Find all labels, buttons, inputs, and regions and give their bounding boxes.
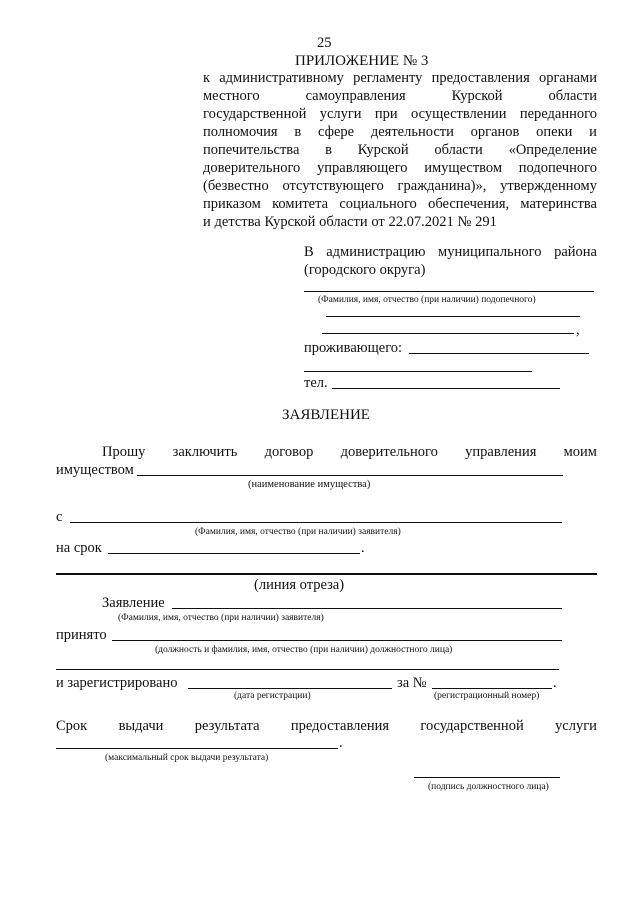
word: 291 bbox=[475, 214, 497, 230]
word: (безвестно bbox=[203, 178, 269, 194]
word: выдачи bbox=[118, 718, 164, 734]
accepted-label: принято bbox=[56, 627, 107, 643]
word: доверительного bbox=[203, 160, 301, 176]
word: Курской bbox=[451, 88, 503, 104]
word: от bbox=[371, 214, 385, 230]
signature-caption: (подпись должностного лица) bbox=[428, 782, 549, 792]
receipt-statement-label: Заявление bbox=[102, 595, 165, 611]
word: осуществлении bbox=[411, 106, 507, 122]
fio-caption: (Фамилия, имя, отчество (при наличии) подопечного) bbox=[318, 295, 536, 305]
word: Курской bbox=[264, 214, 316, 230]
word: 22.07.2021 bbox=[388, 214, 454, 230]
deadline-caption: (максимальный срок выдачи результата) bbox=[105, 753, 269, 763]
word: № bbox=[457, 214, 472, 230]
term-end: . bbox=[361, 540, 365, 556]
word: предоставления bbox=[290, 718, 390, 734]
word: отсутствующего bbox=[282, 178, 384, 194]
word: Срок bbox=[56, 718, 88, 734]
word: детства bbox=[214, 214, 261, 230]
residing-label: проживающего: bbox=[304, 340, 403, 356]
word: утвержденному bbox=[500, 178, 597, 194]
reg-number-line[interactable] bbox=[432, 688, 552, 689]
appendix-line bbox=[203, 177, 597, 195]
appendix-line bbox=[203, 213, 497, 231]
word: опеки bbox=[536, 124, 573, 140]
word: Прошу bbox=[102, 444, 146, 460]
residing-line-2[interactable] bbox=[304, 371, 532, 372]
receipt-applicant-line[interactable] bbox=[172, 608, 562, 609]
word: гражданина)», bbox=[397, 178, 487, 194]
word: самоуправления bbox=[305, 88, 406, 104]
property-label: имуществом bbox=[56, 462, 134, 478]
word: регламенту bbox=[353, 70, 423, 86]
cut-divider bbox=[56, 573, 597, 575]
word: приказом bbox=[203, 196, 261, 212]
deadline-line bbox=[56, 717, 597, 735]
phone-label: тел. bbox=[304, 375, 328, 391]
appendix-line bbox=[203, 141, 597, 159]
comma: , bbox=[576, 322, 580, 338]
word: государственной bbox=[203, 106, 307, 122]
appendix-line bbox=[203, 87, 597, 105]
word: органами bbox=[538, 70, 597, 86]
number-label: за № bbox=[397, 675, 427, 691]
appendix-line bbox=[203, 159, 597, 177]
from-label: с bbox=[56, 509, 63, 525]
registered-label: и зарегистрировано bbox=[56, 675, 178, 691]
word: заключить bbox=[172, 444, 238, 460]
word: услуги bbox=[319, 106, 362, 122]
word: материнства bbox=[520, 196, 597, 212]
appendix-line bbox=[203, 105, 597, 123]
page-number: 25 bbox=[317, 35, 332, 51]
signature-line[interactable] bbox=[414, 777, 560, 778]
word: обеспечения, bbox=[428, 196, 510, 212]
reg-end-dot: . bbox=[553, 675, 557, 691]
term-line[interactable] bbox=[108, 553, 360, 554]
word: договор bbox=[264, 444, 314, 460]
word: подопечного bbox=[518, 160, 597, 176]
word: Курской bbox=[357, 142, 409, 158]
residing-line[interactable] bbox=[409, 353, 589, 354]
word: моим bbox=[563, 444, 597, 460]
word: в bbox=[325, 142, 332, 158]
term-label: на срок bbox=[56, 540, 102, 556]
word: управляющего bbox=[317, 160, 408, 176]
appendix-title: ПРИЛОЖЕНИЕ № 3 bbox=[295, 53, 429, 69]
word: доверительного bbox=[340, 444, 438, 460]
word: и bbox=[203, 214, 211, 230]
fio-line-3[interactable] bbox=[322, 333, 574, 334]
word: области bbox=[319, 214, 368, 230]
word: в bbox=[294, 124, 302, 140]
appendix-line bbox=[203, 69, 597, 87]
appendix-line bbox=[203, 123, 597, 141]
receipt-applicant-caption: (Фамилия, имя, отчество (при наличии) заявителя) bbox=[118, 613, 324, 623]
fio-line[interactable] bbox=[304, 291, 594, 292]
word: «Определение bbox=[508, 142, 597, 158]
word: результата bbox=[194, 718, 260, 734]
request-line bbox=[102, 443, 597, 461]
deadline-input-line[interactable] bbox=[56, 748, 338, 749]
applicant-caption: (Фамилия, имя, отчество (при наличии) заявителя) bbox=[195, 527, 401, 537]
word: попечительства bbox=[203, 142, 300, 158]
word: деятельности bbox=[370, 124, 454, 140]
property-line[interactable] bbox=[137, 475, 563, 476]
official-line[interactable] bbox=[112, 640, 562, 641]
fio-line-2[interactable] bbox=[326, 316, 580, 317]
deadline-end: . bbox=[339, 735, 343, 751]
official-line-2[interactable] bbox=[56, 669, 559, 670]
statement-title: ЗАЯВЛЕНИЕ bbox=[282, 407, 370, 423]
cut-line-label: (линия отреза) bbox=[254, 577, 345, 593]
addressee-line bbox=[304, 243, 597, 261]
official-caption: (должность и фамилия, имя, отчество (при наличии) должностного лица) bbox=[155, 645, 453, 655]
word: полномочия bbox=[203, 124, 278, 140]
word: муниципального bbox=[438, 244, 542, 260]
reg-date-line[interactable] bbox=[188, 688, 392, 689]
word: при bbox=[374, 106, 398, 122]
word: переданного bbox=[519, 106, 597, 122]
reg-number-caption: (регистрационный номер) bbox=[434, 691, 540, 701]
word: имуществом bbox=[424, 160, 503, 176]
applicant-line[interactable] bbox=[70, 522, 562, 523]
word: административному bbox=[219, 70, 344, 86]
word: области bbox=[434, 142, 483, 158]
word: В bbox=[304, 244, 314, 260]
word: местного bbox=[203, 88, 260, 104]
word: государственной bbox=[420, 718, 524, 734]
word: социального bbox=[339, 196, 417, 212]
word: района bbox=[554, 244, 597, 260]
word: администрацию bbox=[326, 244, 426, 260]
word: органов bbox=[470, 124, 520, 140]
word: и bbox=[589, 124, 597, 140]
word: области bbox=[548, 88, 597, 104]
property-caption: (наименование имущества) bbox=[248, 479, 371, 490]
word: предоставления bbox=[431, 70, 530, 86]
appendix-line bbox=[203, 195, 597, 213]
word: управления bbox=[465, 444, 537, 460]
phone-line[interactable] bbox=[332, 388, 560, 389]
word: сфере bbox=[317, 124, 355, 140]
reg-date-caption: (дата регистрации) bbox=[234, 691, 311, 701]
addressee-line-2: (городского округа) bbox=[304, 262, 426, 278]
word: к bbox=[203, 70, 211, 86]
word: комитета bbox=[272, 196, 329, 212]
word: услуги bbox=[555, 718, 597, 734]
